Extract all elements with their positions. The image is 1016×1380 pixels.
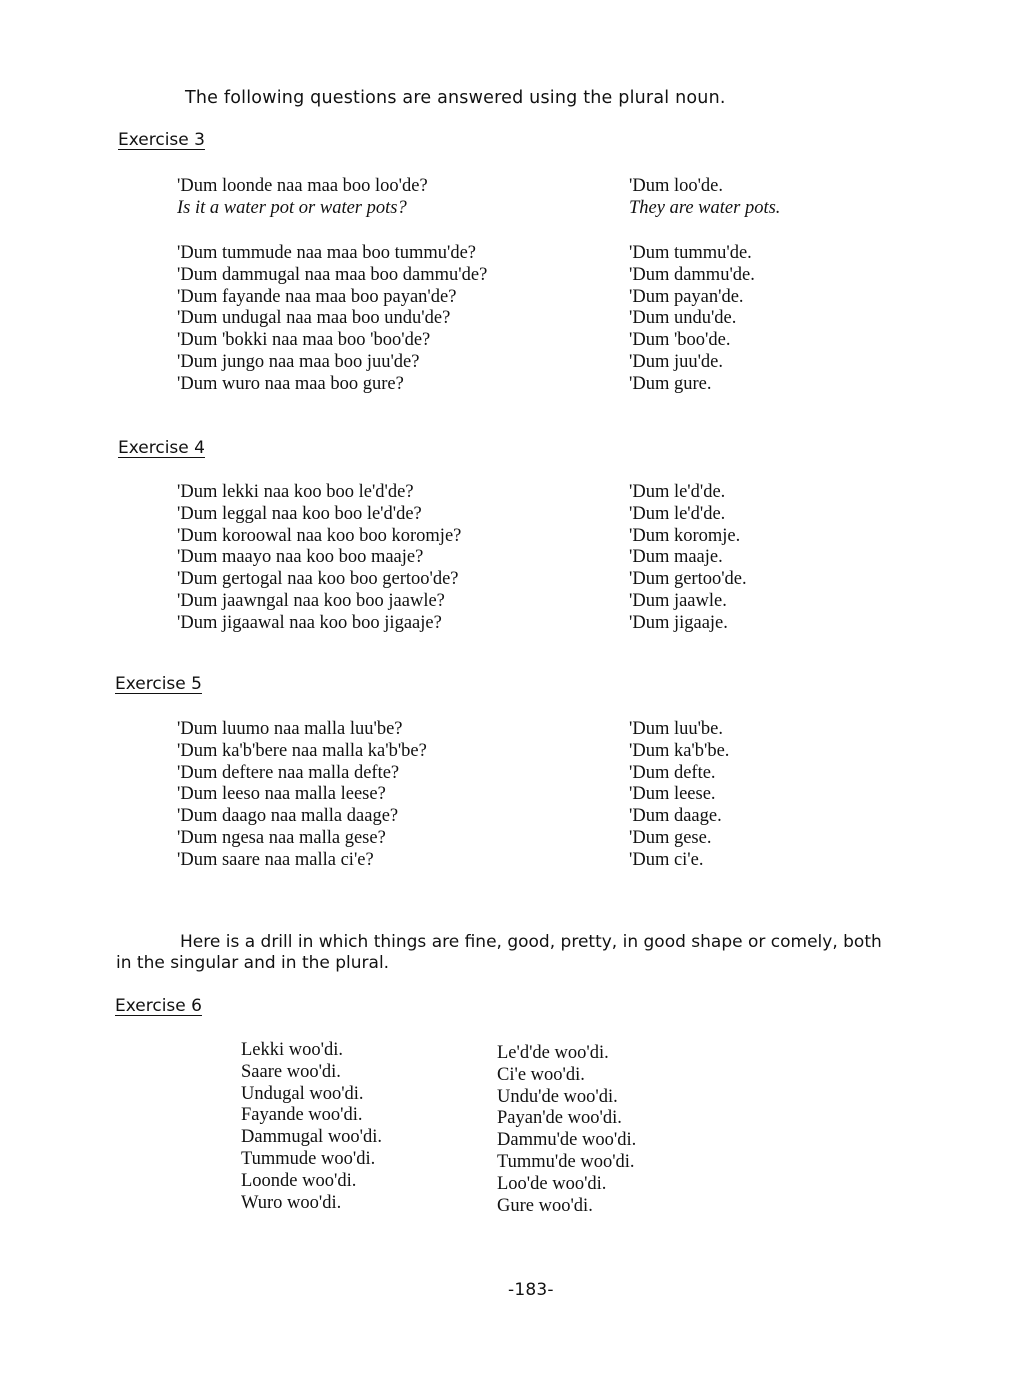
question-line: 'Dum 'bokki naa maa boo 'boo'de? — [177, 330, 431, 351]
exercise-3-example-answer — [629, 176, 949, 220]
answer-line: 'Dum gese. — [629, 827, 712, 848]
answer-line: 'Dum ka'b'be. — [629, 740, 730, 761]
question-line: 'Dum gertogal naa koo boo gertoo'de? — [177, 569, 459, 590]
answer-line: 'Dum maaje. — [629, 547, 723, 568]
exercise-5-answers — [629, 719, 949, 872]
exercise-3-questions — [177, 243, 617, 396]
question-line: 'Dum saare naa malla ci'e? — [177, 849, 374, 870]
intro-text: The following questions are answered using the plural noun. — [185, 88, 726, 108]
drill-intro-line-2: in the singular and in the plural. — [116, 953, 390, 973]
question-line: 'Dum tummude naa maa boo tummu'de? — [177, 243, 476, 263]
plural-line: Payan'de woo'di. — [497, 1108, 622, 1129]
question-line: 'Dum undugal naa maa boo undu'de? — [177, 308, 451, 329]
exercise-6-plural-column — [497, 1043, 757, 1217]
answer-line: 'Dum le'd'de. — [629, 503, 726, 524]
answer-line: 'Dum luu'be. — [629, 719, 724, 739]
answer-line: 'Dum daage. — [629, 806, 722, 827]
exercise-5-heading: Exercise 5 — [115, 674, 202, 694]
singular-line: Saare woo'di. — [241, 1061, 341, 1082]
page-number: -183- — [508, 1280, 554, 1300]
plural-line: Le'd'de woo'di. — [497, 1043, 609, 1063]
question-line: 'Dum ngesa naa malla gese? — [177, 827, 386, 848]
plural-line: Loo'de woo'di. — [497, 1173, 607, 1194]
exercise-3-example-question — [177, 176, 617, 220]
answer-line: 'Dum gure. — [629, 373, 712, 394]
answer-line: 'Dum 'boo'de. — [629, 330, 731, 351]
question-line: 'Dum dammugal naa maa boo dammu'de? — [177, 264, 488, 285]
exercise-6-singular-column — [241, 1040, 461, 1214]
question-line: 'Dum wuro naa maa boo gure? — [177, 373, 404, 394]
answer-line: 'Dum koromje. — [629, 525, 741, 546]
exercise-4-heading: Exercise 4 — [118, 438, 205, 458]
answer-line: 'Dum juu'de. — [629, 351, 724, 372]
singular-line: Undugal woo'di. — [241, 1083, 364, 1104]
question-line: 'Dum daago naa malla daage? — [177, 806, 399, 827]
singular-line: Loonde woo'di. — [241, 1170, 357, 1191]
plural-line: Tummu'de woo'di. — [497, 1151, 635, 1172]
answer-line: 'Dum dammu'de. — [629, 264, 755, 285]
question-line: 'Dum lekki naa koo boo le'd'de? — [177, 482, 414, 502]
singular-line: Dammugal woo'di. — [241, 1127, 383, 1148]
singular-line: Tummude woo'di. — [241, 1148, 376, 1169]
singular-line: Wuro woo'di. — [241, 1192, 342, 1213]
singular-line: Lekki woo'di. — [241, 1040, 343, 1060]
question-line: 'Dum leeso naa malla leese? — [177, 784, 386, 805]
answer-line: 'Dum undu'de. — [629, 308, 737, 329]
example-question: 'Dum loonde naa maa boo loo'de? — [177, 176, 428, 196]
question-line: 'Dum luumo naa malla luu'be? — [177, 719, 403, 739]
answer-line: 'Dum payan'de. — [629, 286, 744, 307]
drill-intro-line-1: Here is a drill in which things are fine, good, pretty, in good shape or comely, both — [180, 932, 882, 952]
question-line: 'Dum jigaawal naa koo boo jigaaje? — [177, 612, 442, 633]
singular-line: Fayande woo'di. — [241, 1105, 363, 1126]
example-answer-translation: They are water pots. — [629, 197, 781, 218]
exercise-3-heading: Exercise 3 — [118, 130, 205, 150]
question-line: 'Dum jaawngal naa koo boo jaawle? — [177, 590, 445, 611]
question-line: 'Dum ka'b'bere naa malla ka'b'be? — [177, 740, 427, 761]
plural-line: Undu'de woo'di. — [497, 1086, 618, 1107]
answer-line: 'Dum jaawle. — [629, 590, 727, 611]
answer-line: 'Dum leese. — [629, 784, 716, 805]
example-answer: 'Dum loo'de. — [629, 176, 724, 196]
plural-line: Dammu'de woo'di. — [497, 1130, 637, 1151]
answer-line: 'Dum ci'e. — [629, 849, 704, 870]
answer-line: 'Dum jigaaje. — [629, 612, 728, 633]
exercise-6-heading: Exercise 6 — [115, 996, 202, 1016]
plural-line: Ci'e woo'di. — [497, 1064, 585, 1085]
question-line: 'Dum leggal naa koo boo le'd'de? — [177, 503, 422, 524]
exercise-5-questions — [177, 719, 617, 872]
example-question-translation: Is it a water pot or water pots? — [177, 197, 407, 218]
answer-line: 'Dum gertoo'de. — [629, 569, 747, 590]
question-line: 'Dum fayande naa maa boo payan'de? — [177, 286, 457, 307]
answer-line: 'Dum le'd'de. — [629, 482, 726, 502]
question-line: 'Dum maayo naa koo boo maaje? — [177, 547, 424, 568]
question-line: 'Dum koroowal naa koo boo koromje? — [177, 525, 462, 546]
question-line: 'Dum deftere naa malla defte? — [177, 762, 400, 783]
answer-line: 'Dum defte. — [629, 762, 716, 783]
question-line: 'Dum jungo naa maa boo juu'de? — [177, 351, 420, 372]
exercise-3-answers — [629, 243, 949, 396]
drill-intro-paragraph — [116, 932, 956, 974]
exercise-4-answers — [629, 482, 949, 635]
exercise-4-questions — [177, 482, 617, 635]
answer-line: 'Dum tummu'de. — [629, 243, 752, 263]
plural-line: Gure woo'di. — [497, 1195, 593, 1216]
